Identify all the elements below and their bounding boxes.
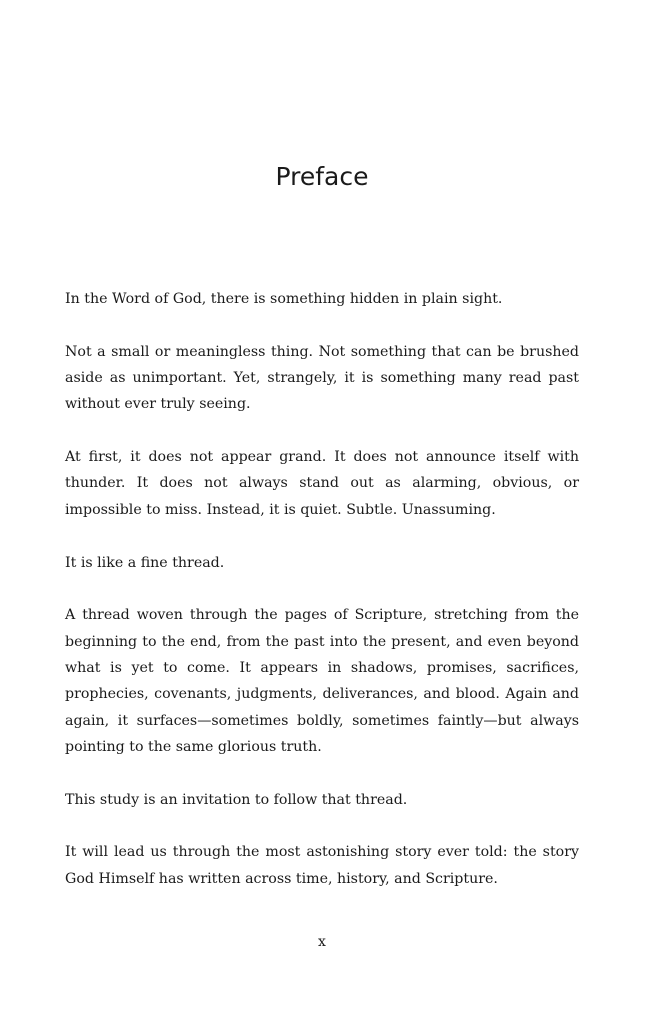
page-title: Preface <box>275 162 369 191</box>
paragraph-4: It is like a fine thread. <box>65 554 225 571</box>
paragraph-3: At first, it does not appear grand. It does not announce itself with thunder. It does not always stand out as alarming, obvious, or impossible to miss. Instead, it is quiet. Subtle. Unassuming. <box>65 449 579 518</box>
preface-body <box>65 286 579 919</box>
paragraph-2: Not a small or meaningless thing. Not something that can be brushed aside as unimportant. Yet, strangely, it is something many read past without ever truly seeing. <box>65 343 579 413</box>
paragraph-5: A thread woven through the pages of Scripture, stretching from the beginning to the end, from the past into the present, and even beyond what is yet to come. It appears in shadows, promises, sacrifices, prophecies, covenants, judgments, deliverances, and blood. Again and again, it surfaces—sometimes boldly, sometimes faintly—but always pointing to the same glorious truth. <box>65 607 579 755</box>
paragraph-1: In the Word of God, there is something hidden in plain sight. <box>65 291 503 307</box>
paragraph-7: It will lead us through the most astonishing story ever told: the story God Himself has written across time, history, and Scripture. <box>65 844 579 887</box>
paragraph-6: This study is an invitation to follow that thread. <box>65 791 408 808</box>
page-number: x <box>318 934 326 950</box>
